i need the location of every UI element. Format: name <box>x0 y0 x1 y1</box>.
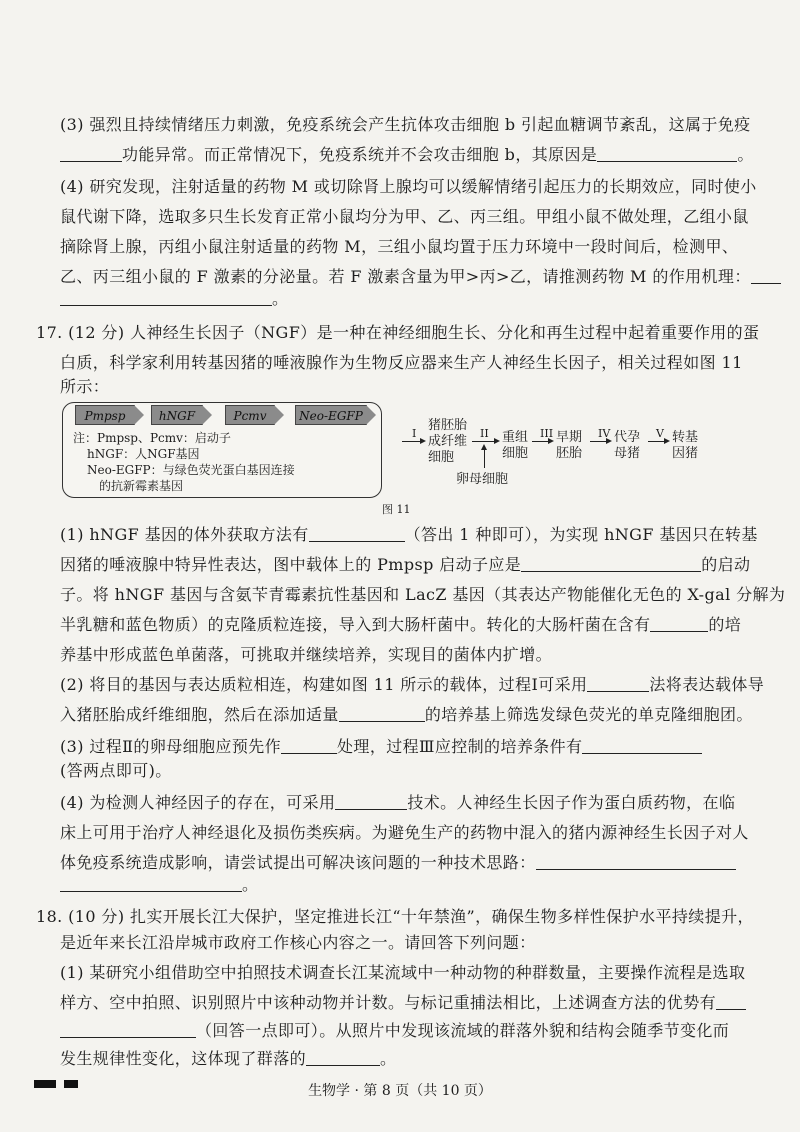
figure-note-3: Neo-EGFP：与绿色荧光蛋白基因连接 <box>87 463 295 477</box>
q18-p1-line3: （回答一点即可）。从照片中发现该流域的群落外貌和结构会随季节变化而 <box>60 1020 740 1042</box>
q17-p4-line3: 体免疫系统造成影响，请尝试提出可解决该问题的一种技术思路： <box>60 852 740 874</box>
flow-node-surrogate-1: 代孕 <box>614 430 641 445</box>
answer-blank[interactable] <box>281 737 337 754</box>
flow-node-fibroblast-1: 猪胚胎 <box>428 418 468 433</box>
q17-head-line3: 所示： <box>60 377 110 396</box>
figure-note-2: hNGF：人NGF基因 <box>87 447 200 461</box>
step-label: III <box>540 427 554 440</box>
step-label: IV <box>598 427 611 440</box>
answer-blank[interactable] <box>650 615 708 632</box>
gene-neo-egfp: Neo-EGFP <box>295 405 367 425</box>
flow-arrow <box>590 441 610 442</box>
answer-blank[interactable] <box>536 853 736 870</box>
flow-node-embryo-2: 胚胎 <box>556 446 583 461</box>
flow-node-oocyte: 卵母细胞 <box>456 472 509 487</box>
q17-head-line1: 17. (12 分) 人神经生长因子（NGF）是一种在神经细胞生长、分化和再生过程中起着重要作用的蛋 <box>36 323 760 342</box>
flow-node-fibroblast-2: 成纤维 <box>428 434 468 449</box>
q16-p4-line5: 。 <box>60 288 740 310</box>
answer-blank[interactable] <box>521 555 701 572</box>
q17-head-line2: 白质，科学家利用转基因猪的唾液腺作为生物反应器来生产人神经生长因子，相关过程如图 11 <box>60 353 743 372</box>
q17-p2-line2: 入猪胚胎成纤维细胞，然后在添加适量 的培养基上筛选发绿色荧光的单克隆细胞团。 <box>60 705 753 724</box>
step-label: I <box>412 427 417 440</box>
gene-pcmv: Pcmv <box>225 405 275 425</box>
flow-arrow <box>648 441 668 442</box>
answer-blank[interactable] <box>339 705 425 722</box>
answer-blank[interactable] <box>587 675 649 692</box>
step-label: V <box>656 427 664 440</box>
vector-diagram <box>62 402 382 498</box>
flow-node-embryo-1: 早期 <box>556 430 583 445</box>
q16-p4-line2: 鼠代谢下降，选取多只生长发育正常小鼠均分为甲、乙、丙三组。甲组小鼠不做处理，乙组小鼠 <box>60 207 749 226</box>
answer-blank[interactable] <box>582 737 702 754</box>
q17-p4-line1: (4) 为检测人神经因子的存在，可采用 技术。人神经生长因子作为蛋白质药物，在临 <box>60 793 736 812</box>
figure-note-1: 注：Pmpsp、Pcmv：启动子 <box>73 431 231 445</box>
flow-arrow <box>402 441 424 442</box>
flow-node-fibroblast-3: 细胞 <box>428 450 455 465</box>
q18-head-line2: 是近年来长江沿岸城市政府工作核心内容之一。请回答下列问题： <box>60 933 536 952</box>
q16-p3-line2: 功能异常。而正常情况下，免疫系统并不会攻击细胞 b，其原因是 。 <box>60 144 740 166</box>
q18-p1-line4: 发生规律性变化，这体现了群落的 。 <box>60 1049 397 1068</box>
flow-node-recombinant-1: 重组 <box>502 430 529 445</box>
gene-hngf: hNGF <box>151 405 203 425</box>
q17-p4-line4: 。 <box>60 874 740 896</box>
q17-p2-line1: (2) 将目的基因与表达质粒相连，构建如图 11 所示的载体，过程Ⅰ可采用 法将表达载体导 <box>60 675 765 694</box>
q17-p1-line2: 因猪的唾液腺中特异性表达，图中载体上的 Pmpsp 启动子应是 的启动 <box>60 555 751 574</box>
flow-arrow <box>532 441 552 442</box>
step-label: II <box>480 427 489 440</box>
answer-blank[interactable] <box>751 267 781 284</box>
q17-p3-line1: (3) 过程Ⅱ的卵母细胞应预先作 处理，过程Ⅲ应控制的培养条件有 <box>60 736 740 758</box>
answer-blank[interactable] <box>60 289 272 306</box>
flow-node-recombinant-2: 细胞 <box>502 446 529 461</box>
q16-p4-line4: 乙、丙三组小鼠的 F 激素的分泌量。若 F 激素含量为甲>丙>乙，请推测药物 M 的作用机理： <box>60 266 740 288</box>
flow-node-surrogate-2: 母猪 <box>614 446 641 461</box>
answer-blank[interactable] <box>335 793 407 810</box>
q18-p1-line2: 样方、空中拍照、识别照片中该种动物并计数。与标记重捕法相比，上述调查方法的优势有 <box>60 992 740 1014</box>
figure-note-4: 的抗新霉素基因 <box>99 479 184 493</box>
answer-blank[interactable] <box>597 145 737 162</box>
q17-p3-line2: (答两点即可)。 <box>60 761 172 780</box>
answer-blank[interactable] <box>716 993 746 1010</box>
egg-arrow-head <box>481 444 487 450</box>
figure-caption: 图 11 <box>382 503 411 516</box>
flow-arrow <box>472 441 498 442</box>
q16-p4-line3: 摘除肾上腺，丙组小鼠注射适量的药物 M，三组小鼠均置于压力环境中一段时间后，检测甲、 <box>60 237 739 256</box>
answer-blank[interactable] <box>60 875 242 892</box>
q18-p1-line1: (1) 某研究小组借助空中拍照技术调查长江某流域中一种动物的种群数量，主要操作流程是选取 <box>60 963 746 982</box>
flow-node-transgenic-2: 因猪 <box>672 446 699 461</box>
q16-p3-line1: (3) 强烈且持续情绪压力刺激，免疫系统会产生抗体攻击细胞 b 引起血糖调节紊乱，这属于免疫 <box>60 115 751 134</box>
q16-p4-line1: (4) 研究发现，注射适量的药物 M 或切除肾上腺均可以缓解情绪引起压力的长期效应，同时使小 <box>60 177 757 196</box>
q17-p1-line5: 养基中形成蓝色单菌落，可挑取并继续培养，实现目的菌体内扩增。 <box>60 645 553 664</box>
q18-head-line1: 18. (10 分) 扎实开展长江大保护，坚定推进长江“十年禁渔”，确保生物多样性保护水平持续提升， <box>36 907 754 926</box>
q17-p1-line3: 子。将 hNGF 基因与含氨苄青霉素抗性基因和 LacZ 基因（其表达产物能催化无色的 X-gal 分解为 <box>60 585 786 604</box>
gene-pmpsp: Pmpsp <box>75 405 135 425</box>
q17-p4-line2: 床上可用于治疗人神经退化及损伤类疾病。为避免生产的药物中混入的猪内源神经生长因子对人 <box>60 823 749 842</box>
answer-blank[interactable] <box>306 1049 380 1066</box>
q17-p1-line4: 半乳糖和蓝色物质）的克隆质粒连接，导入到大肠杆菌中。转化的大肠杆菌在含有 的培 <box>60 615 742 634</box>
answer-blank[interactable] <box>60 1021 196 1038</box>
page-footer: 生物学 · 第 8 页（共 10 页） <box>308 1083 492 1099</box>
answer-blank[interactable] <box>309 525 405 542</box>
answer-blank[interactable] <box>60 145 122 162</box>
q17-p1-line1: (1) hNGF 基因的体外获取方法有 （答出 1 种即可），为实现 hNGF 基因只在转基 <box>60 525 758 544</box>
flow-node-transgenic-1: 转基 <box>672 430 699 445</box>
